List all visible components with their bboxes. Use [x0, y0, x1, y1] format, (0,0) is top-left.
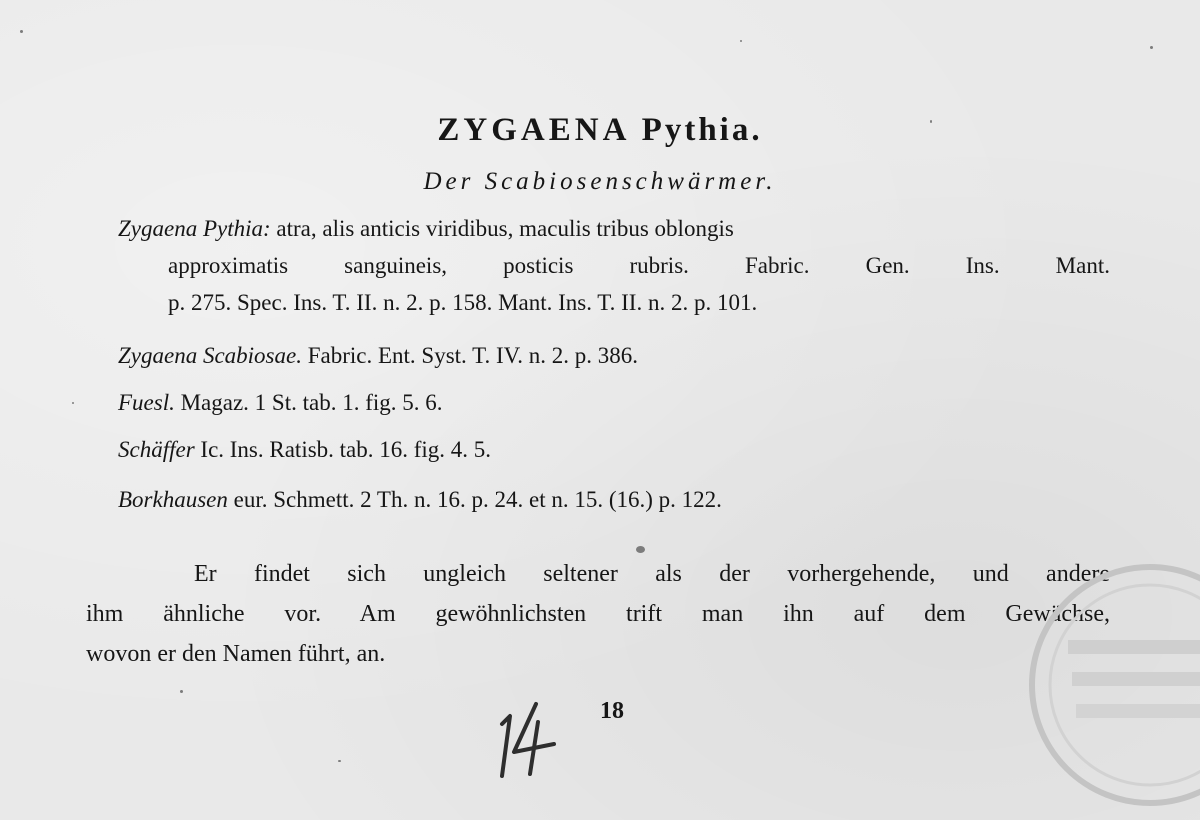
- title-species: Pythia.: [641, 112, 763, 148]
- synonym-citation: Fabric. Ent. Syst. T. IV. n. 2. p. 386.: [307, 343, 639, 368]
- paper-speck: [636, 546, 645, 553]
- synonym-author: Schäffer: [118, 437, 195, 462]
- synonym-citation: atra, alis anticis viridibus, maculis tribus oblongis: [276, 216, 734, 241]
- synonym-citation: eur. Schmett. 2 Th. n. 16. p. 24. et n. 15. (16.) p. 122.: [233, 487, 722, 512]
- handwritten-note: [488, 694, 568, 784]
- paper-speck: [1150, 46, 1153, 49]
- synonym-author: Zygaena Scabiosae.: [118, 343, 302, 368]
- paper-speck: [20, 30, 23, 33]
- description-paragraph: [86, 554, 1110, 674]
- paper-speck: [740, 40, 742, 42]
- synonym-citation: p. 275. Spec. Ins. T. II. n. 2. p. 158. Mant. Ins. T. II. n. 2. p. 101.: [168, 290, 758, 315]
- synonym-author: Zygaena Pythia:: [118, 216, 271, 241]
- paper-speck: [338, 760, 341, 762]
- paper-speck: [180, 690, 183, 693]
- page-subtitle: Der Scabiosenschwärmer.: [423, 168, 777, 195]
- synonym-citation: Ic. Ins. Ratisb. tab. 16. fig. 4. 5.: [200, 437, 492, 462]
- synonym-citation: approximatis sanguineis, posticis rubris. Fabric. Gen. Ins. Mant.: [168, 253, 1110, 278]
- paragraph-line: wovon er den Namen führt, an.: [86, 641, 386, 667]
- page-number: 18: [600, 698, 624, 724]
- paper-speck: [930, 120, 932, 123]
- synonym-entry-2: [118, 337, 1110, 374]
- synonym-citation: Magaz. 1 St. tab. 1. fig. 5. 6.: [180, 390, 443, 415]
- synonym-entry-1: [118, 210, 1110, 321]
- synonym-entry-5: [118, 481, 1110, 518]
- page-title: [0, 112, 1200, 149]
- synonym-entry-4: [118, 431, 1110, 468]
- paragraph-line: ihm ähnliche vor. Am gewöhnlichsten trift man ihn auf dem Gewächse,: [86, 601, 1110, 627]
- synonym-entry-3: [118, 384, 1110, 421]
- library-stamp: [1010, 560, 1200, 810]
- synonym-author: Fuesl.: [118, 390, 175, 415]
- title-genus: ZYGAENA: [437, 112, 631, 148]
- paper-speck: [72, 402, 74, 404]
- paragraph-line: Er findet sich ungleich seltener als der vorhergehende, und andere: [194, 561, 1110, 587]
- synonym-author: Borkhausen: [118, 487, 228, 512]
